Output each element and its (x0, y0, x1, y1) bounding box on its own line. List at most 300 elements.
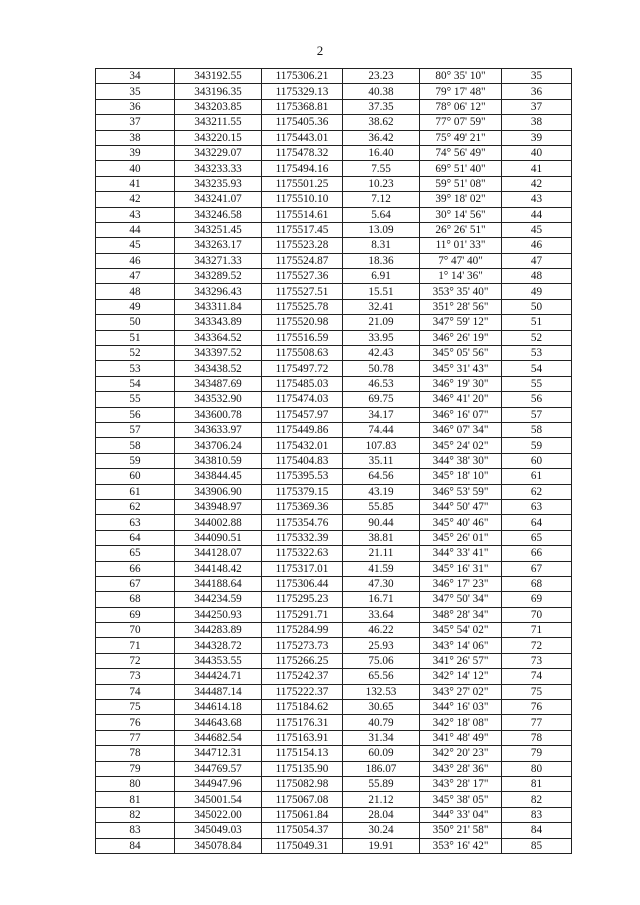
distance-cell: 41.59 (343, 561, 420, 576)
distance-cell: 15.51 (343, 284, 420, 299)
distance-cell: 55.89 (343, 776, 420, 791)
table-row (96, 592, 572, 607)
y-coordinate-cell: 1175176.31 (262, 715, 343, 730)
bearing-cell: 345° 38' 05" (420, 792, 502, 807)
y-coordinate-cell: 1175523.28 (262, 238, 343, 253)
distance-cell: 186.07 (343, 761, 420, 776)
next-point-cell: 84 (502, 823, 572, 838)
table-row (96, 376, 572, 391)
distance-cell: 18.36 (343, 253, 420, 268)
table-row (96, 669, 572, 684)
point-number-cell: 75 (96, 700, 175, 715)
next-point-cell: 79 (502, 746, 572, 761)
bearing-cell: 351° 28' 56" (420, 299, 502, 314)
next-point-cell: 57 (502, 407, 572, 422)
y-coordinate-cell: 1175525.78 (262, 299, 343, 314)
page-number: 2 (316, 43, 324, 58)
next-point-cell: 70 (502, 607, 572, 622)
y-coordinate-cell: 1175317.01 (262, 561, 343, 576)
next-point-cell: 73 (502, 653, 572, 668)
y-coordinate-cell: 1175369.36 (262, 499, 343, 514)
x-coordinate-cell: 345078.84 (175, 838, 262, 853)
bearing-cell: 342° 20' 23" (420, 746, 502, 761)
y-coordinate-cell: 1175379.15 (262, 484, 343, 499)
point-number-cell: 73 (96, 669, 175, 684)
table-row (96, 792, 572, 807)
distance-cell: 19.91 (343, 838, 420, 853)
distance-cell: 47.30 (343, 576, 420, 591)
point-number-cell: 56 (96, 407, 175, 422)
distance-cell: 6.91 (343, 269, 420, 284)
distance-cell: 38.81 (343, 530, 420, 545)
next-point-cell: 81 (502, 776, 572, 791)
next-point-cell: 47 (502, 253, 572, 268)
x-coordinate-cell: 344128.07 (175, 546, 262, 561)
distance-cell: 33.95 (343, 330, 420, 345)
y-coordinate-cell: 1175517.45 (262, 222, 343, 237)
table-row (96, 546, 572, 561)
y-coordinate-cell: 1175284.99 (262, 623, 343, 638)
next-point-cell: 59 (502, 438, 572, 453)
distance-cell: 64.56 (343, 469, 420, 484)
x-coordinate-cell: 344148.42 (175, 561, 262, 576)
y-coordinate-cell: 1175082.98 (262, 776, 343, 791)
y-coordinate-cell: 1175368.81 (262, 99, 343, 114)
y-coordinate-cell: 1175163.91 (262, 730, 343, 745)
x-coordinate-cell: 343296.43 (175, 284, 262, 299)
coordinates-table (95, 68, 572, 854)
bearing-cell: 343° 27' 02" (420, 684, 502, 699)
table-row (96, 161, 572, 176)
x-coordinate-cell: 344424.71 (175, 669, 262, 684)
point-number-cell: 69 (96, 607, 175, 622)
table-row (96, 269, 572, 284)
table-row (96, 653, 572, 668)
point-number-cell: 66 (96, 561, 175, 576)
x-coordinate-cell: 343233.33 (175, 161, 262, 176)
x-coordinate-cell: 343600.78 (175, 407, 262, 422)
x-coordinate-cell: 344769.57 (175, 761, 262, 776)
table-row (96, 315, 572, 330)
distance-cell: 10.23 (343, 176, 420, 191)
distance-cell: 55.85 (343, 499, 420, 514)
y-coordinate-cell: 1175514.61 (262, 207, 343, 222)
table-row (96, 838, 572, 853)
x-coordinate-cell: 343844.45 (175, 469, 262, 484)
bearing-cell: 77° 07' 59" (420, 115, 502, 130)
bearing-cell: 345° 24' 02" (420, 438, 502, 453)
point-number-cell: 40 (96, 161, 175, 176)
table-row (96, 438, 572, 453)
next-point-cell: 78 (502, 730, 572, 745)
point-number-cell: 81 (96, 792, 175, 807)
distance-cell: 40.79 (343, 715, 420, 730)
next-point-cell: 53 (502, 346, 572, 361)
x-coordinate-cell: 343397.52 (175, 346, 262, 361)
bearing-cell: 75° 49' 21" (420, 130, 502, 145)
bearing-cell: 39° 18' 02" (420, 192, 502, 207)
next-point-cell: 83 (502, 807, 572, 822)
y-coordinate-cell: 1175478.32 (262, 145, 343, 160)
point-number-cell: 46 (96, 253, 175, 268)
y-coordinate-cell: 1175154.13 (262, 746, 343, 761)
x-coordinate-cell: 343810.59 (175, 453, 262, 468)
next-point-cell: 85 (502, 838, 572, 853)
point-number-cell: 45 (96, 238, 175, 253)
distance-cell: 7.12 (343, 192, 420, 207)
x-coordinate-cell: 343532.90 (175, 392, 262, 407)
x-coordinate-cell: 343196.35 (175, 84, 262, 99)
bearing-cell: 343° 14' 06" (420, 638, 502, 653)
point-number-cell: 60 (96, 469, 175, 484)
bearing-cell: 343° 28' 17" (420, 776, 502, 791)
distance-cell: 60.09 (343, 746, 420, 761)
x-coordinate-cell: 343203.85 (175, 99, 262, 114)
distance-cell: 75.06 (343, 653, 420, 668)
table-row (96, 115, 572, 130)
x-coordinate-cell: 344328.72 (175, 638, 262, 653)
table-row (96, 207, 572, 222)
table-row (96, 130, 572, 145)
point-number-cell: 36 (96, 99, 175, 114)
bearing-cell: 74° 56' 49" (420, 145, 502, 160)
next-point-cell: 72 (502, 638, 572, 653)
next-point-cell: 75 (502, 684, 572, 699)
y-coordinate-cell: 1175222.37 (262, 684, 343, 699)
next-point-cell: 61 (502, 469, 572, 484)
bearing-cell: 11° 01' 33" (420, 238, 502, 253)
point-number-cell: 51 (96, 330, 175, 345)
table-row (96, 284, 572, 299)
next-point-cell: 36 (502, 84, 572, 99)
point-number-cell: 55 (96, 392, 175, 407)
bearing-cell: 348° 28' 34" (420, 607, 502, 622)
point-number-cell: 42 (96, 192, 175, 207)
distance-cell: 42.43 (343, 346, 420, 361)
y-coordinate-cell: 1175485.03 (262, 376, 343, 391)
point-number-cell: 52 (96, 346, 175, 361)
next-point-cell: 44 (502, 207, 572, 222)
x-coordinate-cell: 344353.55 (175, 653, 262, 668)
next-point-cell: 43 (502, 192, 572, 207)
next-point-cell: 60 (502, 453, 572, 468)
point-number-cell: 48 (96, 284, 175, 299)
distance-cell: 16.71 (343, 592, 420, 607)
x-coordinate-cell: 344487.14 (175, 684, 262, 699)
next-point-cell: 42 (502, 176, 572, 191)
bearing-cell: 346° 53' 59" (420, 484, 502, 499)
distance-cell: 31.34 (343, 730, 420, 745)
distance-cell: 25.93 (343, 638, 420, 653)
y-coordinate-cell: 1175266.25 (262, 653, 343, 668)
next-point-cell: 74 (502, 669, 572, 684)
table-row (96, 330, 572, 345)
x-coordinate-cell: 343229.07 (175, 145, 262, 160)
point-number-cell: 79 (96, 761, 175, 776)
y-coordinate-cell: 1175291.71 (262, 607, 343, 622)
x-coordinate-cell: 343211.55 (175, 115, 262, 130)
next-point-cell: 45 (502, 222, 572, 237)
bearing-cell: 346° 41' 20" (420, 392, 502, 407)
bearing-cell: 26° 26' 51" (420, 222, 502, 237)
table-row (96, 69, 572, 84)
bearing-cell: 30° 14' 56" (420, 207, 502, 222)
distance-cell: 43.19 (343, 484, 420, 499)
distance-cell: 33.64 (343, 607, 420, 622)
point-number-cell: 34 (96, 69, 175, 84)
y-coordinate-cell: 1175306.21 (262, 69, 343, 84)
x-coordinate-cell: 343241.07 (175, 192, 262, 207)
next-point-cell: 50 (502, 299, 572, 314)
bearing-cell: 79° 17' 48" (420, 84, 502, 99)
y-coordinate-cell: 1175405.36 (262, 115, 343, 130)
bearing-cell: 341° 48' 49" (420, 730, 502, 745)
point-number-cell: 50 (96, 315, 175, 330)
x-coordinate-cell: 343706.24 (175, 438, 262, 453)
x-coordinate-cell: 343364.52 (175, 330, 262, 345)
x-coordinate-cell: 344283.89 (175, 623, 262, 638)
point-number-cell: 80 (96, 776, 175, 791)
distance-cell: 21.12 (343, 792, 420, 807)
table-row (96, 453, 572, 468)
bearing-cell: 346° 17' 23" (420, 576, 502, 591)
table-row (96, 776, 572, 791)
table-row (96, 623, 572, 638)
point-number-cell: 57 (96, 422, 175, 437)
x-coordinate-cell: 344712.31 (175, 746, 262, 761)
distance-cell: 30.65 (343, 700, 420, 715)
next-point-cell: 52 (502, 330, 572, 345)
x-coordinate-cell: 343948.97 (175, 499, 262, 514)
table-row (96, 145, 572, 160)
x-coordinate-cell: 344250.93 (175, 607, 262, 622)
bearing-cell: 341° 26' 57" (420, 653, 502, 668)
y-coordinate-cell: 1175061.84 (262, 807, 343, 822)
x-coordinate-cell: 343906.90 (175, 484, 262, 499)
x-coordinate-cell: 343438.52 (175, 361, 262, 376)
x-coordinate-cell: 345022.00 (175, 807, 262, 822)
x-coordinate-cell: 344002.88 (175, 515, 262, 530)
distance-cell: 35.11 (343, 453, 420, 468)
point-number-cell: 63 (96, 515, 175, 530)
distance-cell: 46.22 (343, 623, 420, 638)
point-number-cell: 64 (96, 530, 175, 545)
distance-cell: 46.53 (343, 376, 420, 391)
point-number-cell: 82 (96, 807, 175, 822)
y-coordinate-cell: 1175332.39 (262, 530, 343, 545)
bearing-cell: 7° 47' 40" (420, 253, 502, 268)
distance-cell: 36.42 (343, 130, 420, 145)
distance-cell: 37.35 (343, 99, 420, 114)
y-coordinate-cell: 1175432.01 (262, 438, 343, 453)
next-point-cell: 46 (502, 238, 572, 253)
distance-cell: 8.31 (343, 238, 420, 253)
point-number-cell: 43 (96, 207, 175, 222)
x-coordinate-cell: 343246.58 (175, 207, 262, 222)
y-coordinate-cell: 1175497.72 (262, 361, 343, 376)
x-coordinate-cell: 343487.69 (175, 376, 262, 391)
point-number-cell: 77 (96, 730, 175, 745)
point-number-cell: 49 (96, 299, 175, 314)
bearing-cell: 344° 38' 30" (420, 453, 502, 468)
y-coordinate-cell: 1175527.51 (262, 284, 343, 299)
distance-cell: 21.09 (343, 315, 420, 330)
x-coordinate-cell: 343192.55 (175, 69, 262, 84)
distance-cell: 132.53 (343, 684, 420, 699)
bearing-cell: 344° 33' 04" (420, 807, 502, 822)
y-coordinate-cell: 1175329.13 (262, 84, 343, 99)
bearing-cell: 59° 51' 08" (420, 176, 502, 191)
table-row (96, 192, 572, 207)
bearing-cell: 346° 16' 07" (420, 407, 502, 422)
x-coordinate-cell: 343343.89 (175, 315, 262, 330)
point-number-cell: 59 (96, 453, 175, 468)
distance-cell: 107.83 (343, 438, 420, 453)
distance-cell: 90.44 (343, 515, 420, 530)
next-point-cell: 49 (502, 284, 572, 299)
next-point-cell: 51 (502, 315, 572, 330)
table-row (96, 238, 572, 253)
bearing-cell: 80° 35' 10" (420, 69, 502, 84)
table-row (96, 730, 572, 745)
next-point-cell: 65 (502, 530, 572, 545)
point-number-cell: 65 (96, 546, 175, 561)
point-number-cell: 76 (96, 715, 175, 730)
point-number-cell: 83 (96, 823, 175, 838)
y-coordinate-cell: 1175404.83 (262, 453, 343, 468)
y-coordinate-cell: 1175067.08 (262, 792, 343, 807)
x-coordinate-cell: 344090.51 (175, 530, 262, 545)
bearing-cell: 1° 14' 36" (420, 269, 502, 284)
y-coordinate-cell: 1175049.31 (262, 838, 343, 853)
y-coordinate-cell: 1175054.37 (262, 823, 343, 838)
next-point-cell: 40 (502, 145, 572, 160)
y-coordinate-cell: 1175322.63 (262, 546, 343, 561)
distance-cell: 32.41 (343, 299, 420, 314)
table-row (96, 99, 572, 114)
bearing-cell: 346° 26' 19" (420, 330, 502, 345)
distance-cell: 74.44 (343, 422, 420, 437)
y-coordinate-cell: 1175516.59 (262, 330, 343, 345)
next-point-cell: 48 (502, 269, 572, 284)
table-row (96, 422, 572, 437)
distance-cell: 65.56 (343, 669, 420, 684)
point-number-cell: 54 (96, 376, 175, 391)
x-coordinate-cell: 343263.17 (175, 238, 262, 253)
y-coordinate-cell: 1175295.23 (262, 592, 343, 607)
y-coordinate-cell: 1175501.25 (262, 176, 343, 191)
table-row (96, 684, 572, 699)
x-coordinate-cell: 343311.84 (175, 299, 262, 314)
next-point-cell: 35 (502, 69, 572, 84)
point-number-cell: 78 (96, 746, 175, 761)
x-coordinate-cell: 343235.93 (175, 176, 262, 191)
point-number-cell: 70 (96, 623, 175, 638)
bearing-cell: 69° 51' 40" (420, 161, 502, 176)
table-row (96, 607, 572, 622)
bearing-cell: 344° 50' 47" (420, 499, 502, 514)
point-number-cell: 62 (96, 499, 175, 514)
point-number-cell: 74 (96, 684, 175, 699)
y-coordinate-cell: 1175306.44 (262, 576, 343, 591)
point-number-cell: 39 (96, 145, 175, 160)
next-point-cell: 41 (502, 161, 572, 176)
next-point-cell: 55 (502, 376, 572, 391)
x-coordinate-cell: 344234.59 (175, 592, 262, 607)
table-row (96, 700, 572, 715)
next-point-cell: 37 (502, 99, 572, 114)
next-point-cell: 69 (502, 592, 572, 607)
table-row (96, 530, 572, 545)
table-row (96, 823, 572, 838)
next-point-cell: 58 (502, 422, 572, 437)
y-coordinate-cell: 1175395.53 (262, 469, 343, 484)
distance-cell: 69.75 (343, 392, 420, 407)
bearing-cell: 346° 07' 34" (420, 422, 502, 437)
bearing-cell: 345° 31' 43" (420, 361, 502, 376)
next-point-cell: 80 (502, 761, 572, 776)
point-number-cell: 84 (96, 838, 175, 853)
table-row (96, 299, 572, 314)
bearing-cell: 345° 54' 02" (420, 623, 502, 638)
table-row (96, 515, 572, 530)
table-row (96, 715, 572, 730)
table-row (96, 392, 572, 407)
x-coordinate-cell: 345001.54 (175, 792, 262, 807)
point-number-cell: 35 (96, 84, 175, 99)
y-coordinate-cell: 1175354.76 (262, 515, 343, 530)
table-row (96, 407, 572, 422)
point-number-cell: 58 (96, 438, 175, 453)
y-coordinate-cell: 1175524.87 (262, 253, 343, 268)
bearing-cell: 345° 16' 31" (420, 561, 502, 576)
next-point-cell: 64 (502, 515, 572, 530)
bearing-cell: 78° 06' 12" (420, 99, 502, 114)
bearing-cell: 342° 18' 08" (420, 715, 502, 730)
bearing-cell: 353° 16' 42" (420, 838, 502, 853)
x-coordinate-cell: 344947.96 (175, 776, 262, 791)
y-coordinate-cell: 1175135.90 (262, 761, 343, 776)
point-number-cell: 68 (96, 592, 175, 607)
table-row (96, 84, 572, 99)
point-number-cell: 53 (96, 361, 175, 376)
bearing-cell: 345° 40' 46" (420, 515, 502, 530)
y-coordinate-cell: 1175273.73 (262, 638, 343, 653)
next-point-cell: 77 (502, 715, 572, 730)
bearing-cell: 347° 50' 34" (420, 592, 502, 607)
table-row (96, 638, 572, 653)
y-coordinate-cell: 1175494.16 (262, 161, 343, 176)
table-row (96, 576, 572, 591)
table-row (96, 469, 572, 484)
distance-cell: 40.38 (343, 84, 420, 99)
y-coordinate-cell: 1175520.98 (262, 315, 343, 330)
next-point-cell: 38 (502, 115, 572, 130)
table-row (96, 346, 572, 361)
point-number-cell: 71 (96, 638, 175, 653)
point-number-cell: 61 (96, 484, 175, 499)
next-point-cell: 68 (502, 576, 572, 591)
point-number-cell: 37 (96, 115, 175, 130)
coordinates-table-body (96, 69, 572, 854)
bearing-cell: 345° 05' 56" (420, 346, 502, 361)
y-coordinate-cell: 1175474.03 (262, 392, 343, 407)
bearing-cell: 344° 33' 41" (420, 546, 502, 561)
distance-cell: 7.55 (343, 161, 420, 176)
next-point-cell: 39 (502, 130, 572, 145)
next-point-cell: 56 (502, 392, 572, 407)
next-point-cell: 76 (502, 700, 572, 715)
